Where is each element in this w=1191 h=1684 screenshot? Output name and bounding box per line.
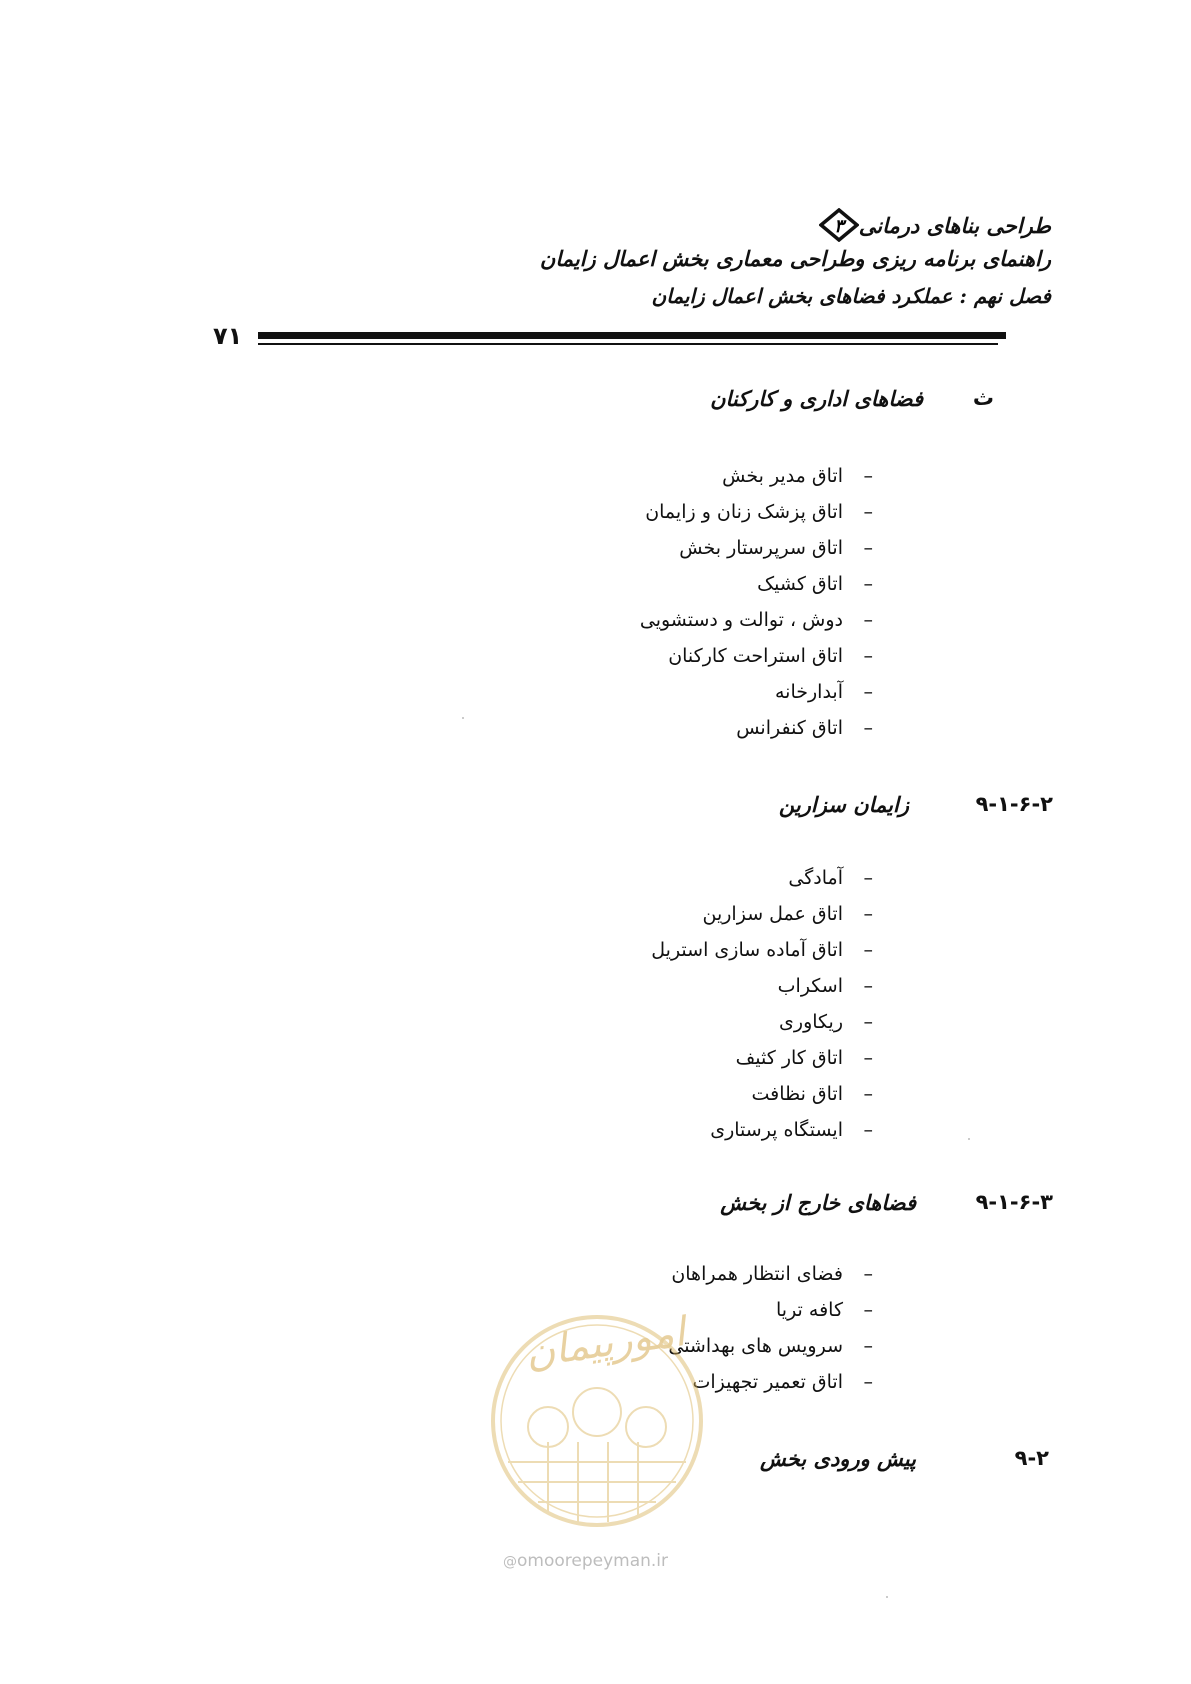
list-marker: – <box>863 717 873 739</box>
list-marker: – <box>863 975 873 997</box>
section-title: فضاهای اداری و کارکنان <box>710 386 923 411</box>
list-marker: – <box>863 465 873 487</box>
list-marker: – <box>863 939 873 961</box>
watermark-script: امورپیمان <box>522 1309 688 1377</box>
section-number: ث <box>972 386 994 410</box>
section-list <box>640 458 873 746</box>
list-marker: – <box>863 609 873 631</box>
header-chapter: فصل نهم : عملکرد فضاهای بخش اعمال زایمان <box>651 284 1051 308</box>
list-marker: – <box>863 501 873 523</box>
section-title: فضاهای خارج از بخش <box>720 1190 916 1215</box>
list-marker: – <box>863 903 873 925</box>
list-item: – سرویس های بهداشتی <box>668 1328 873 1364</box>
list-item: – اتاق آماده سازی استریل <box>651 932 873 968</box>
header-rule-thin <box>258 343 998 345</box>
list-marker: – <box>863 681 873 703</box>
watermark-url: @omoorepeyman.ir <box>503 1551 669 1571</box>
list-item: – اتاق کنفرانس <box>640 710 873 746</box>
header-title-text: طراحی بناهای درمانی <box>858 213 1051 238</box>
header-subtitle: راهنمای برنامه ریزی وطراحی معماری بخش اعمال زایمان <box>539 246 1051 271</box>
list-item: – اتاق تعمیر تجهیزات <box>668 1364 873 1400</box>
list-marker: – <box>863 867 873 889</box>
list-item: – اتاق عمل سزارین <box>651 896 873 932</box>
scan-speck <box>886 1596 888 1598</box>
header-rule-thick <box>258 332 1006 339</box>
list-item: – اتاق کشیک <box>640 566 873 602</box>
list-marker: – <box>863 573 873 595</box>
list-item: – اتاق پزشک زنان و زایمان <box>640 494 873 530</box>
list-marker: – <box>863 1119 873 1141</box>
list-marker: – <box>863 537 873 559</box>
section-title: زایمان سزارین <box>778 792 909 817</box>
list-marker: – <box>863 1011 873 1033</box>
diamond-logo-icon <box>819 208 859 247</box>
list-item: – ریکاوری <box>651 1004 873 1040</box>
list-marker: – <box>863 1083 873 1105</box>
list-marker: – <box>863 1047 873 1069</box>
section-number: ۹-۱-۶-۳ <box>975 1190 1053 1214</box>
list-item: – آمادگی <box>651 860 873 896</box>
logo-number: ۳ <box>833 216 844 237</box>
section-number: ۹-۱-۶-۲ <box>975 792 1053 816</box>
list-item: – اتاق مدیر بخش <box>640 458 873 494</box>
section-title: پیش ورودی بخش <box>760 1446 916 1471</box>
page-number: ۷۱ <box>213 322 243 350</box>
list-item: – فضای انتظار همراهان <box>668 1256 873 1292</box>
section-number: ۹-۲ <box>1014 1446 1049 1470</box>
list-item: – کافه تریا <box>668 1292 873 1328</box>
list-item: – اتاق استراحت کارکنان <box>640 638 873 674</box>
list-marker: – <box>863 645 873 667</box>
list-item: – دوش ، توالت و دستشویی <box>640 602 873 638</box>
section-list <box>651 860 873 1148</box>
list-item: – اتاق نظافت <box>651 1076 873 1112</box>
list-item: – اسکراب <box>651 968 873 1004</box>
list-marker: – <box>863 1335 873 1357</box>
scan-speck <box>462 717 464 719</box>
list-item: – ایستگاه پرستاری <box>651 1112 873 1148</box>
list-marker: – <box>863 1263 873 1285</box>
list-item: – اتاق سرپرستار بخش <box>640 530 873 566</box>
list-marker: – <box>863 1371 873 1393</box>
header-title-line1 <box>817 208 1051 247</box>
list-item: – آبدارخانه <box>640 674 873 710</box>
scan-speck <box>968 1138 970 1140</box>
list-item: – اتاق کار کثیف <box>651 1040 873 1076</box>
list-marker: – <box>863 1299 873 1321</box>
